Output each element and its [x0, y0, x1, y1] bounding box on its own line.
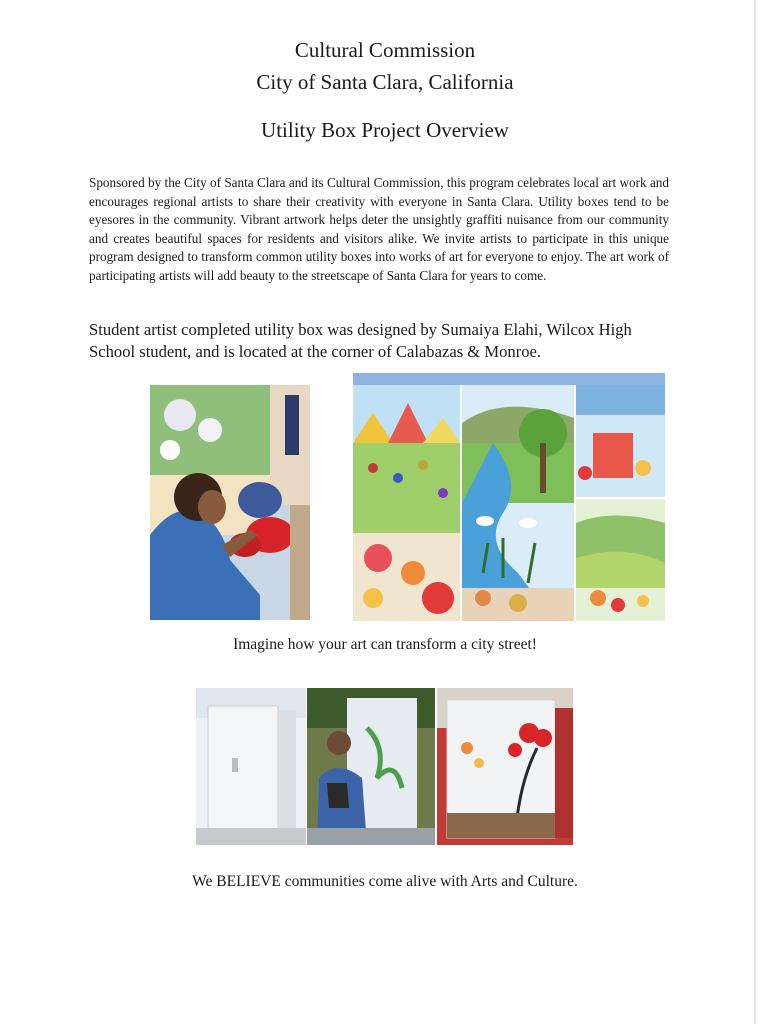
student-artist-paragraph: Student artist completed utility box was designed by Sumaiya Elahi, Wilcox High School student, and is located at the corner of Calabazas & Monroe.: [89, 320, 632, 361]
header-line-1: Cultural Commission: [294, 38, 476, 62]
document-header: [0, 34, 770, 98]
header-line-2: City of Santa Clara, California: [256, 70, 514, 94]
transform-caption: Imagine how your art can transform a city street!: [233, 636, 537, 653]
mural-artwork-photo: [353, 373, 665, 621]
intro-paragraph: Sponsored by the City of Santa Clara and its Cultural Commission, this program celebrates local art work and encourages regional artists to share their creativity with everyone in Santa Clara. Utility boxes tend to be eyesores in the community. Vibrant artwork helps deter the unsightly graffiti nuisance from our community and creates beautiful spaces for residents and visitors alike. We invite artists to participate in this unique program designed to transform common utility boxes into works of art for everyone to enjoy. The art work of participating artists will add beauty to the streetscape of Santa Clara for years to come.: [89, 175, 669, 283]
page-edge: [754, 0, 756, 1024]
finished-flower-box-photo: [437, 688, 573, 845]
student-painting-photo: [150, 385, 310, 620]
closing-statement: We BELIEVE communities come alive with Arts and Culture.: [192, 873, 578, 890]
document-subtitle: Utility Box Project Overview: [261, 118, 509, 142]
blank-utility-box-photo: [196, 688, 306, 845]
artist-painting-box-photo: [307, 688, 435, 845]
